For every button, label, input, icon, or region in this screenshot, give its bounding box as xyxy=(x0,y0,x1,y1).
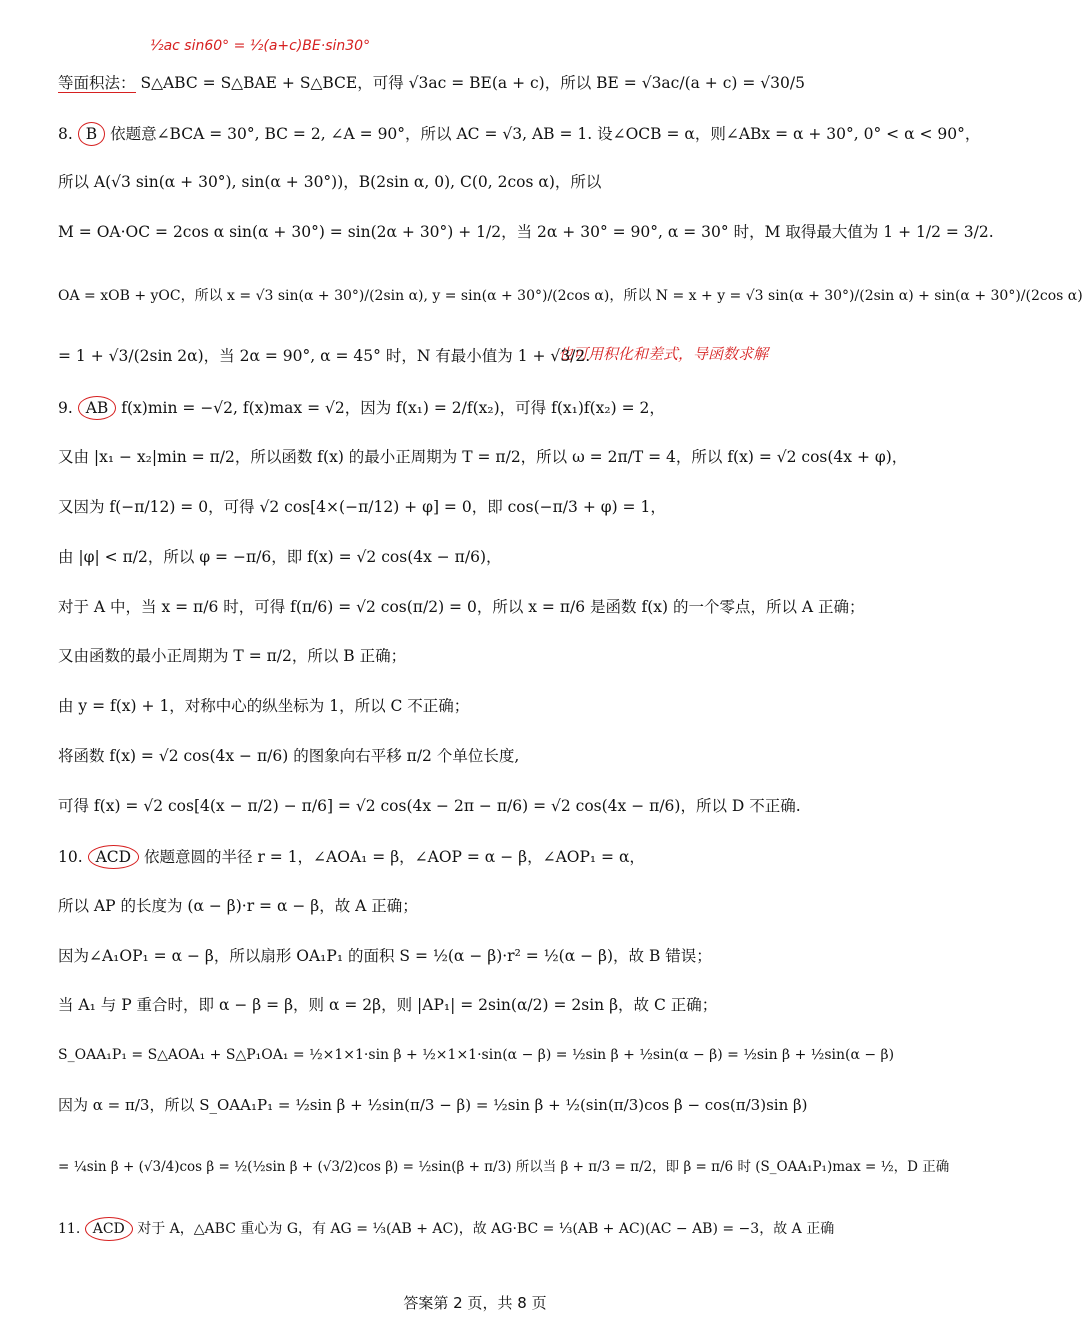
equal-area-label: 等面积法： xyxy=(58,74,136,92)
line-equal-area xyxy=(58,72,920,94)
line-text: 由 y = f(x) + 1，对称中心的纵坐标为 1，所以 C 不正确； xyxy=(58,697,470,715)
page-footer: 答案第 2 页，共 8 页 xyxy=(403,1294,547,1312)
answer-circle: AB xyxy=(78,396,117,420)
question-number: 10. xyxy=(58,848,83,866)
line xyxy=(58,171,920,193)
line xyxy=(58,745,920,767)
line xyxy=(58,945,920,967)
line-text: 对于 A，△ABC 重心为 G，有 AG = ⅓(AB + AC)，故 AG·BC = ⅓(AB + AC)(AC − AB) = −3，故 A 正确 xyxy=(137,1221,835,1237)
line-text: 可得 f(x) = √2 cos[4(x − π/2) − π/6] = √2 cos(4x − 2π − π/6) = √2 cos(4x − π/6)，所以 D 不正确. xyxy=(58,797,801,815)
answer-circle: ACD xyxy=(85,1217,133,1241)
question-11 xyxy=(58,1217,920,1241)
line-text: S_OAA₁P₁ = S△AOA₁ + S△P₁OA₁ = ½×1×1·sin β + ½×1×1·sin(α − β) = ½sin β + ½sin(α − β) = ½sin β + ½sin(α − β) xyxy=(58,1047,895,1063)
line-text: 又由函数的最小正周期为 T = π/2，所以 B 正确； xyxy=(58,647,407,665)
line xyxy=(58,446,920,468)
question-number: 11. xyxy=(58,1221,81,1237)
line-text: = 1 + √3/(2sin 2α)，当 2α = 90°, α = 45° 时，N 有最小值为 1 + √3/2. xyxy=(58,347,591,365)
question-9 xyxy=(58,396,920,420)
line xyxy=(58,1044,920,1066)
line xyxy=(58,895,920,917)
question-8 xyxy=(58,122,981,146)
line-text: 又因为 f(−π/12) = 0，可得 √2 cos[4×(−π/12) + φ] = 0，即 cos(−π/3 + φ) = 1， xyxy=(58,498,666,516)
line xyxy=(58,496,920,518)
line-text: 当 A₁ 与 P 重合时，即 α − β = β，则 α = 2β，则 |AP₁| = 2sin(α/2) = 2sin β，故 C 正确； xyxy=(58,996,718,1014)
line-text: OA = xOB + yOC，所以 x = √3 sin(α + 30°)/(2sin α), y = sin(α + 30°)/(2cos α)，所以 N = x + y = √3 sin(α + 30°)/(2sin α) + sin(α + 30°)/(2cos α) xyxy=(58,288,1083,304)
handwritten-side-note: 也可用积化和差式，导函数求解 xyxy=(558,345,769,363)
answer-circle: ACD xyxy=(88,845,139,869)
line-text: M = OA·OC = 2cos α sin(α + 30°) = sin(2α + 30°) + 1/2，当 2α + 30° = 90°, α = 30° 时，M 取得最大值为 1 + 1/2 = 3/2. xyxy=(58,223,994,241)
question-number: 8. xyxy=(58,125,73,143)
line-text: S△ABC = S△BAE + S△BCE，可得 √3ac = BE(a + c)，所以 BE = √3ac/(a + c) = √30/5 xyxy=(140,74,805,92)
line-text: 依题意∠BCA = 30°, BC = 2, ∠A = 90°，所以 AC = √3, AB = 1. 设∠OCB = α，则∠ABx = α + 30°, 0° < α < 90°， xyxy=(110,125,981,143)
line xyxy=(58,345,920,367)
line-text: = ¼sin β + (√3/4)cos β = ½(½sin β + (√3/2)cos β) = ½sin(β + π/3) 所以当 β + π/3 = π/2，即 β = π/6 时 (S_OAA₁P₁)max = ½，D 正确 xyxy=(58,1159,950,1175)
line xyxy=(58,1094,920,1116)
line-text: 因为∠A₁OP₁ = α − β，所以扇形 OA₁P₁ 的面积 S = ½(α − β)·r² = ½(α − β)，故 B 错误； xyxy=(58,947,712,965)
line xyxy=(58,994,920,1016)
line-text: 所以 A(√3 sin(α + 30°), sin(α + 30°))，B(2sin α, 0), C(0, 2cos α)，所以 xyxy=(58,173,602,191)
line xyxy=(58,645,920,667)
line-text: 所以 AP 的长度为 (α − β)·r = α − β，故 A 正确； xyxy=(58,897,418,915)
line-text: f(x)min = −√2, f(x)max = √2，因为 f(x₁) = 2/f(x₂)，可得 f(x₁)f(x₂) = 2， xyxy=(121,399,665,417)
line xyxy=(58,1156,950,1178)
line xyxy=(58,546,920,568)
line-text: 将函数 f(x) = √2 cos(4x − π/6) 的图象向右平移 π/2 个单位长度, xyxy=(58,747,520,765)
line-text: 又由 |x₁ − x₂|min = π/2，所以函数 f(x) 的最小正周期为 T = π/2，所以 ω = 2π/T = 4，所以 f(x) = √2 cos(4x + φ)， xyxy=(58,448,908,466)
handwritten-top-note: ½ac sin60° = ½(a+c)BE·sin30° xyxy=(150,38,371,54)
line-text: 由 |φ| < π/2，所以 φ = −π/6，即 f(x) = √2 cos(4x − π/6)， xyxy=(58,548,502,566)
line xyxy=(58,596,920,618)
line xyxy=(58,695,920,717)
line xyxy=(58,285,1083,307)
question-10 xyxy=(58,845,920,869)
line-text: 因为 α = π/3，所以 S_OAA₁P₁ = ½sin β + ½sin(π/3 − β) = ½sin β + ½(sin(π/3)cos β − cos(π/3)sin β) xyxy=(58,1096,808,1114)
line-text: 对于 A 中，当 x = π/6 时，可得 f(π/6) = √2 cos(π/2) = 0，所以 x = π/6 是函数 f(x) 的一个零点，所以 A 正确； xyxy=(58,598,865,616)
line xyxy=(58,221,994,243)
line-text: 依题意圆的半径 r = 1，∠AOA₁ = β，∠AOP = α − β，∠AOP₁ = α， xyxy=(144,848,645,866)
line xyxy=(58,795,920,817)
question-number: 9. xyxy=(58,399,73,417)
answer-circle: B xyxy=(78,122,105,146)
